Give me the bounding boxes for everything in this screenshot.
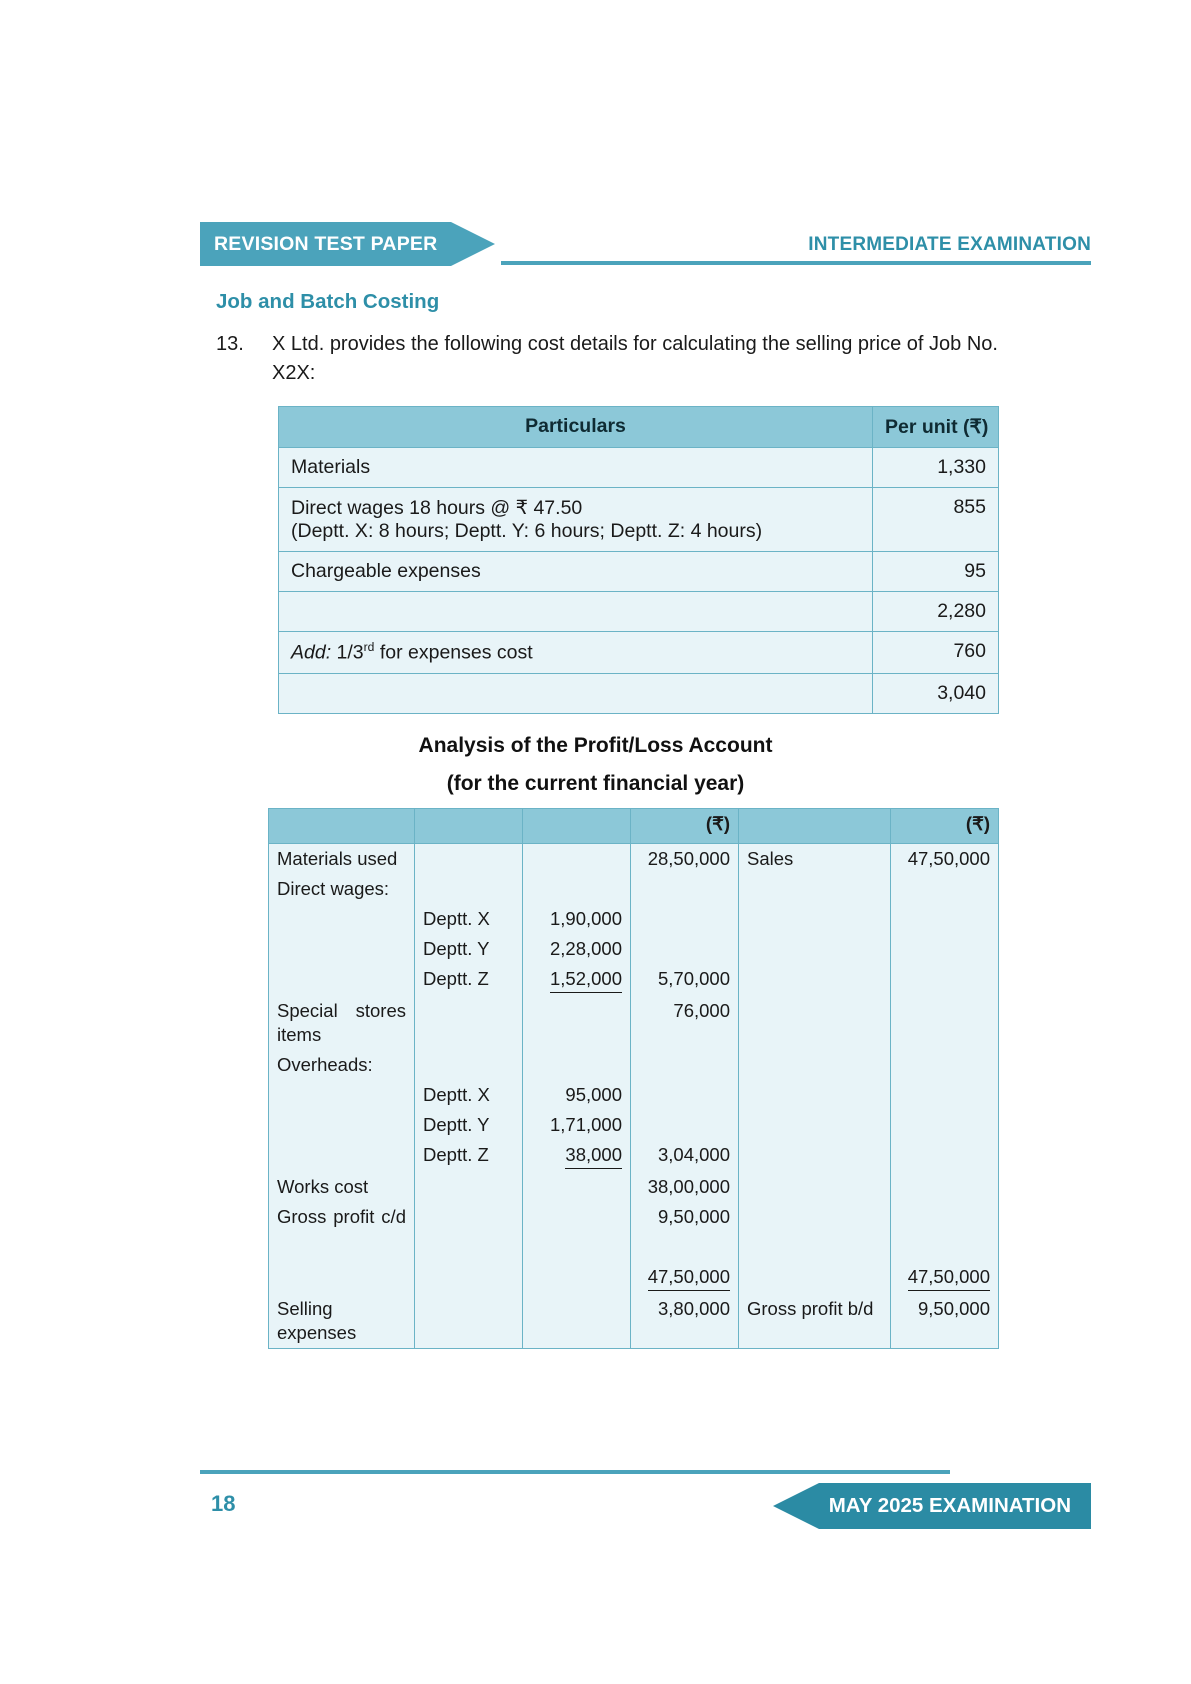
exam-session-label: MAY 2025 EXAMINATION: [819, 1483, 1091, 1529]
cell-blank: [891, 1110, 999, 1140]
cell-blank: [523, 843, 631, 874]
cell-particulars-empty: [279, 592, 873, 632]
table-row: [279, 448, 999, 488]
cell-blank: [523, 1294, 631, 1349]
table-row: [269, 934, 999, 964]
cell-oh-y-amount: 1,71,000: [523, 1110, 631, 1140]
exam-session-banner: [773, 1483, 1091, 1529]
cell-gross-profit-bd-label: Gross profit b/d: [739, 1294, 891, 1349]
cell-blank: [891, 996, 999, 1050]
cell-direct-wages-label: Direct wages:: [269, 874, 415, 904]
pl-account-caption: Analysis of the Profit/Loss Account: [418, 733, 773, 757]
table-row: [279, 632, 999, 674]
page-content: [0, 290, 1191, 1349]
cell-direct-wages-total: 5,70,000: [631, 964, 739, 996]
revision-test-paper-banner: [200, 222, 495, 266]
cell-materials-used: Materials used: [269, 843, 415, 874]
cell-blank: [739, 1172, 891, 1202]
cell-sales-amount: 47,50,000: [891, 843, 999, 874]
cell-blank: [415, 996, 523, 1050]
col-header-particulars: Particulars: [279, 407, 873, 448]
cell-overheads-label: Overheads:: [269, 1050, 415, 1080]
cell-blank: [523, 1202, 631, 1232]
cell-blank: [415, 1202, 523, 1232]
question-13: [216, 330, 1016, 388]
underlined-amount: 47,50,000: [908, 1265, 990, 1291]
table-row: [269, 1202, 999, 1232]
cell-total-right: [891, 1262, 999, 1294]
cell-line-2: (Deptt. X: 8 hours; Deptt. Y: 6 hours; Deptt. Z: 4 hours): [291, 520, 763, 542]
cost-details-table: [278, 406, 999, 714]
cell-blank: [739, 1080, 891, 1110]
col-header-blank-3: [523, 808, 631, 843]
table-row: [269, 1140, 999, 1172]
exam-title: INTERMEDIATE EXAMINATION: [808, 234, 1091, 255]
cell-blank: [269, 1232, 415, 1262]
cell-blank: [631, 874, 739, 904]
cell-blank: [739, 1262, 891, 1294]
cell-blank: [269, 934, 415, 964]
cell-blank: [891, 904, 999, 934]
col-header-blank-4: [739, 808, 891, 843]
cell-blank: [523, 1172, 631, 1202]
cell-gross-profit-cd-amount: 9,50,000: [631, 1202, 739, 1232]
header-divider: [501, 261, 1091, 265]
cell-oh-y-label: Deptt. Y: [415, 1110, 523, 1140]
underlined-amount: 38,000: [565, 1143, 622, 1169]
cell-total-left: [631, 1262, 739, 1294]
table-row: [269, 843, 999, 874]
cell-blank: [523, 1050, 631, 1080]
cell-overheads-total: 3,04,000: [631, 1140, 739, 1172]
cell-blank: [415, 843, 523, 874]
page-footer: [0, 1483, 1191, 1533]
table-row: [269, 964, 999, 996]
cell-deptt-y-amount: 2,28,000: [523, 934, 631, 964]
cell-value: 95: [873, 552, 999, 592]
cell-deptt-y-label: Deptt. Y: [415, 934, 523, 964]
cell-particulars-empty: [279, 673, 873, 713]
cell-deptt-z-label: Deptt. Z: [415, 964, 523, 996]
cell-blank: [891, 1202, 999, 1232]
add-rest: for expenses cost: [374, 641, 533, 664]
cell-deptt-x-label: Deptt. X: [415, 904, 523, 934]
table-row: [269, 1172, 999, 1202]
cell-sales-label: Sales: [739, 843, 891, 874]
col-header-blank-1: [269, 808, 415, 843]
section-heading: Job and Batch Costing: [216, 290, 440, 313]
cell-blank: [739, 1140, 891, 1172]
cell-blank: [739, 904, 891, 934]
cell-value: 2,280: [873, 592, 999, 632]
cell-gross-profit-cd-label: Gross profit c/d: [269, 1202, 415, 1232]
cell-particulars: Chargeable expenses: [279, 552, 873, 592]
cell-value: 855: [873, 488, 999, 552]
cell-blank: [739, 874, 891, 904]
cell-blank: [523, 874, 631, 904]
pl-account-subcaption: (for the current financial year): [446, 771, 745, 795]
underlined-amount: 1,52,000: [550, 967, 622, 993]
cell-deptt-z-amount: [523, 964, 631, 996]
cell-blank: [415, 1262, 523, 1294]
cell-blank: [891, 1050, 999, 1080]
table-row: [269, 1262, 999, 1294]
table-row: [279, 552, 999, 592]
cell-blank: [523, 996, 631, 1050]
table-header-row: [269, 808, 999, 843]
cell-value: 1,330: [873, 448, 999, 488]
cell-blank: [415, 1294, 523, 1349]
question-number: 13.: [216, 333, 244, 355]
page-number: 18: [211, 1491, 236, 1516]
cell-blank: [523, 1262, 631, 1294]
cell-blank: [739, 1110, 891, 1140]
cell-blank: [631, 904, 739, 934]
cell-works-cost-label: Works cost: [269, 1172, 415, 1202]
add-ordinal-suffix: rd: [363, 640, 375, 654]
cell-blank: [269, 1080, 415, 1110]
cell-blank: [739, 1232, 891, 1262]
cell-blank: [631, 1050, 739, 1080]
cell-blank: [891, 874, 999, 904]
cell-blank: [631, 1110, 739, 1140]
col-header-per-unit: Per unit (₹): [873, 407, 999, 448]
cell-blank: [739, 934, 891, 964]
table-row: [279, 488, 999, 552]
col-header-currency-1: (₹): [631, 808, 739, 843]
cell-blank: [269, 904, 415, 934]
cell-blank: [523, 1232, 631, 1262]
cell-works-cost-amount: 38,00,000: [631, 1172, 739, 1202]
table-row: [279, 592, 999, 632]
footer-arrow-icon: [773, 1483, 819, 1529]
table-row: [269, 1110, 999, 1140]
cell-blank: [891, 1232, 999, 1262]
exam-title-block: [808, 234, 1091, 256]
table-row: [269, 1294, 999, 1349]
col-header-blank-2: [415, 808, 523, 843]
cell-particulars: Materials: [279, 448, 873, 488]
cell-blank: [631, 1080, 739, 1110]
cell-blank: [891, 1140, 999, 1172]
cell-selling-expenses-amount: 3,80,000: [631, 1294, 739, 1349]
table-row: [269, 874, 999, 904]
cell-blank: [891, 934, 999, 964]
cell-oh-z-label: Deptt. Z: [415, 1140, 523, 1172]
cell-blank: [631, 1232, 739, 1262]
cell-special-stores-amount: 76,000: [631, 996, 739, 1050]
cell-blank: [415, 1172, 523, 1202]
cell-special-stores-label: Special stores items: [269, 996, 415, 1050]
table-row-spacer: [269, 1232, 999, 1262]
table-row: [269, 1080, 999, 1110]
cell-blank: [415, 1232, 523, 1262]
table-row: [269, 996, 999, 1050]
banner-arrow-icon: [451, 222, 495, 266]
add-label: Add:: [291, 641, 332, 664]
cell-blank: [269, 1110, 415, 1140]
cell-blank: [269, 1262, 415, 1294]
cell-gross-profit-bd-amount: 9,50,000: [891, 1294, 999, 1349]
cell-deptt-x-amount: 1,90,000: [523, 904, 631, 934]
table-row: [269, 1050, 999, 1080]
cell-blank: [631, 934, 739, 964]
revision-test-paper-label: REVISION TEST PAPER: [200, 222, 451, 266]
cell-particulars-add: [279, 632, 873, 674]
profit-loss-table: [268, 808, 999, 1350]
underlined-amount: 47,50,000: [648, 1265, 730, 1291]
footer-divider: [200, 1470, 950, 1474]
table-header-row: [279, 407, 999, 448]
cell-blank: [891, 1080, 999, 1110]
question-text: X Ltd. provides the following cost details for calculating the selling price of Job No. X2X:: [272, 333, 998, 384]
cell-oh-z-amount: [523, 1140, 631, 1172]
cell-oh-x-label: Deptt. X: [415, 1080, 523, 1110]
cell-value: 3,040: [873, 673, 999, 713]
cell-oh-x-amount: 95,000: [523, 1080, 631, 1110]
cell-particulars: [279, 488, 873, 552]
cell-line-1: Direct wages 18 hours @ ₹ 47.50: [291, 497, 583, 519]
cell-blank: [739, 1050, 891, 1080]
add-fraction: 1/3: [331, 641, 364, 664]
cell-blank: [739, 996, 891, 1050]
cell-blank: [891, 964, 999, 996]
cell-blank: [891, 1172, 999, 1202]
cell-blank: [415, 874, 523, 904]
table-row: [269, 904, 999, 934]
cell-blank: [269, 964, 415, 996]
cell-blank: [739, 964, 891, 996]
cell-materials-used-amount: 28,50,000: [631, 843, 739, 874]
table-row: [279, 673, 999, 713]
cell-blank: [739, 1202, 891, 1232]
cell-blank: [415, 1050, 523, 1080]
cell-blank: [269, 1140, 415, 1172]
cell-value: 760: [873, 632, 999, 674]
cell-selling-expenses-label: Selling expenses: [269, 1294, 415, 1349]
col-header-currency-2: (₹): [891, 808, 999, 843]
